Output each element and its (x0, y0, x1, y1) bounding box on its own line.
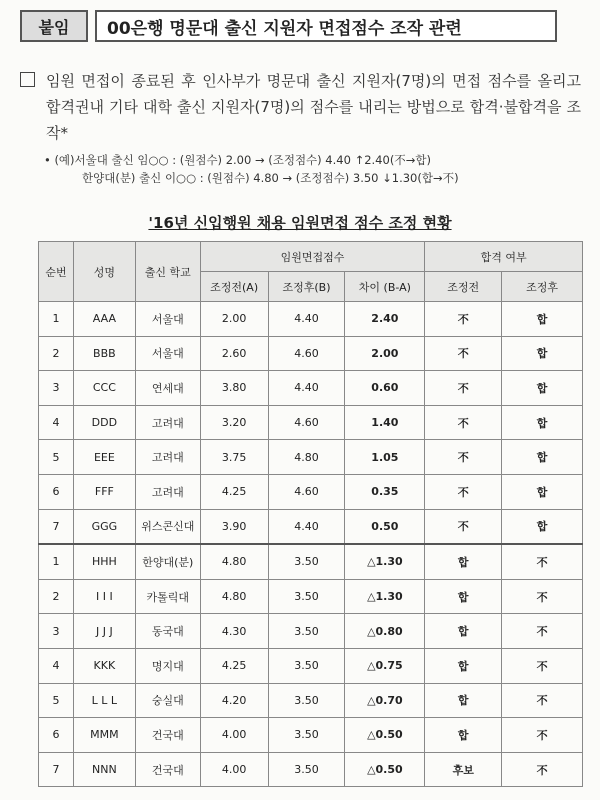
table-cell: 4.00 (200, 752, 268, 787)
table-cell: 2 (39, 579, 74, 614)
table-cell: 동국대 (135, 614, 200, 649)
table-cell: 2.00 (200, 302, 268, 337)
table-row (39, 371, 583, 406)
table-cell: 3.50 (268, 544, 345, 579)
table-cell: 不 (502, 614, 583, 649)
col-before: 조정전(A) (200, 272, 268, 302)
table-cell: 합 (502, 474, 583, 509)
table-cell: CCC (73, 371, 135, 406)
table-cell: 5 (39, 440, 74, 475)
table-row (39, 509, 583, 544)
table-cell: 4.40 (268, 371, 345, 406)
table-cell: EEE (73, 440, 135, 475)
table-cell: HHH (73, 544, 135, 579)
table-cell: 7 (39, 509, 74, 544)
table-cell: 합 (502, 509, 583, 544)
col-name: 성명 (73, 242, 135, 302)
table-cell: 연세대 (135, 371, 200, 406)
table-cell: 4.60 (268, 405, 345, 440)
table-cell: 3.50 (268, 683, 345, 718)
table-cell: 不 (425, 336, 502, 371)
table-cell: 不 (425, 302, 502, 337)
table-cell: 4.80 (268, 440, 345, 475)
col-after: 조정후(B) (268, 272, 345, 302)
table-cell: 합 (425, 648, 502, 683)
table-cell: 4.80 (200, 579, 268, 614)
table-cell: GGG (73, 509, 135, 544)
table-cell: 2.60 (200, 336, 268, 371)
table-cell: 3.80 (200, 371, 268, 406)
table-cell: L L L (73, 683, 135, 718)
col-pass-before: 조정전 (425, 272, 502, 302)
table-cell: 不 (502, 544, 583, 579)
table-cell: 4.80 (200, 544, 268, 579)
table-cell: 不 (502, 718, 583, 753)
table-cell: 고려대 (135, 440, 200, 475)
table-cell: 4.25 (200, 474, 268, 509)
table-cell: 不 (502, 683, 583, 718)
table-row (39, 302, 583, 337)
table-cell: 합 (502, 336, 583, 371)
col-pass-after: 조정후 (502, 272, 583, 302)
col-score-group: 임원면접점수 (200, 242, 425, 272)
table-cell: FFF (73, 474, 135, 509)
table-row (39, 474, 583, 509)
table-cell: 숭실대 (135, 683, 200, 718)
table-cell: 3.50 (268, 614, 345, 649)
table-cell: 4.60 (268, 474, 345, 509)
table-cell: 고려대 (135, 474, 200, 509)
table-cell: 명지대 (135, 648, 200, 683)
table-cell: DDD (73, 405, 135, 440)
table-cell: 건국대 (135, 752, 200, 787)
table-cell: △0.75 (345, 648, 425, 683)
table-cell: 4.60 (268, 336, 345, 371)
table-cell: 고려대 (135, 405, 200, 440)
table-cell: 1.40 (345, 405, 425, 440)
table-row (39, 544, 583, 579)
table-cell: 4.40 (268, 509, 345, 544)
table-cell: 합 (502, 440, 583, 475)
table-cell: KKK (73, 648, 135, 683)
col-diff: 차이 (B-A) (345, 272, 425, 302)
table-row (39, 683, 583, 718)
table-cell: 2.40 (345, 302, 425, 337)
table-cell: 不 (425, 405, 502, 440)
table-cell: 4 (39, 648, 74, 683)
table-cell: 0.35 (345, 474, 425, 509)
table-cell: MMM (73, 718, 135, 753)
table-cell: 不 (425, 371, 502, 406)
table-cell: 합 (425, 683, 502, 718)
table-cell: 3.75 (200, 440, 268, 475)
table-cell: 3.50 (268, 648, 345, 683)
table-cell: 4.40 (268, 302, 345, 337)
table-cell: 위스콘신대 (135, 509, 200, 544)
table-cell: 5 (39, 683, 74, 718)
table-cell: 1 (39, 544, 74, 579)
example-note-2: 한양대(분) 출신 이○○ : (원점수) 4.80 → (조정점수) 3.50 ↓1.30(합→不) (82, 171, 459, 185)
table-cell: 2.00 (345, 336, 425, 371)
table-cell: 서울대 (135, 336, 200, 371)
appendix-tag: 붙임 (20, 10, 88, 42)
table-row (39, 440, 583, 475)
table-cell: 4.20 (200, 683, 268, 718)
table-cell: 3.50 (268, 752, 345, 787)
table-row (39, 648, 583, 683)
table-cell: 3.50 (268, 718, 345, 753)
table-cell: AAA (73, 302, 135, 337)
table-cell: NNN (73, 752, 135, 787)
col-pass-group: 합격 여부 (425, 242, 583, 272)
table-cell: △1.30 (345, 544, 425, 579)
table-cell: 0.60 (345, 371, 425, 406)
table-cell: 후보 (425, 752, 502, 787)
table-cell: △0.50 (345, 718, 425, 753)
table-cell: 不 (502, 752, 583, 787)
table-cell: 서울대 (135, 302, 200, 337)
table-cell: 3 (39, 371, 74, 406)
table-cell: BBB (73, 336, 135, 371)
table-cell: 합 (502, 371, 583, 406)
table-row (39, 614, 583, 649)
table-cell: 1.05 (345, 440, 425, 475)
table-cell: 3.50 (268, 579, 345, 614)
table-cell: 0.50 (345, 509, 425, 544)
table-cell: I I I (73, 579, 135, 614)
table-cell: 합 (425, 579, 502, 614)
table-row (39, 336, 583, 371)
col-school: 출신 학교 (135, 242, 200, 302)
summary-paragraph: 임원 면접이 종료된 후 인사부가 명문대 출신 지원자(7명)의 면접 점수를 올리고 합격권내 기타 대학 출신 지원자(7명)의 점수를 내리는 방법으로 합격·불합격을 조작* (20, 68, 580, 94)
table-cell: 4.30 (200, 614, 268, 649)
table-cell: 1 (39, 302, 74, 337)
table-cell: 3.20 (200, 405, 268, 440)
table-cell: 합 (425, 544, 502, 579)
table-row (39, 579, 583, 614)
table-row (39, 752, 583, 787)
table-cell: 不 (425, 474, 502, 509)
table-cell: 4.25 (200, 648, 268, 683)
table-cell: 不 (502, 648, 583, 683)
col-no: 순번 (39, 242, 74, 302)
table-row (39, 405, 583, 440)
table-cell: 不 (425, 509, 502, 544)
table-cell: 6 (39, 474, 74, 509)
table-cell: 3.90 (200, 509, 268, 544)
table-cell: △0.50 (345, 752, 425, 787)
table-cell: 7 (39, 752, 74, 787)
table-cell: 합 (502, 302, 583, 337)
table-cell: 6 (39, 718, 74, 753)
table-cell: J J J (73, 614, 135, 649)
score-table (38, 241, 583, 787)
table-cell: 不 (425, 440, 502, 475)
document-title: 00은행 명문대 출신 지원자 면접점수 조작 관련 (95, 10, 557, 42)
table-cell: 합 (425, 614, 502, 649)
table-cell: 4.00 (200, 718, 268, 753)
table-cell: △0.70 (345, 683, 425, 718)
table-cell: △1.30 (345, 579, 425, 614)
table-cell: 한양대(분) (135, 544, 200, 579)
table-title: '16년 신입행원 채용 임원면접 점수 조정 현황 (148, 214, 452, 232)
example-note-1: • (예)서울대 출신 임○○ : (원점수) 2.00 → (조정점수) 4.40 ↑2.40(不→합) (44, 153, 432, 167)
table-row (39, 718, 583, 753)
table-cell: 2 (39, 336, 74, 371)
table-cell: 합 (425, 718, 502, 753)
table-cell: 카톨릭대 (135, 579, 200, 614)
table-cell: △0.80 (345, 614, 425, 649)
table-cell: 합 (502, 405, 583, 440)
table-cell: 4 (39, 405, 74, 440)
table-cell: 건국대 (135, 718, 200, 753)
table-cell: 不 (502, 579, 583, 614)
checkbox-bullet-icon (20, 72, 35, 87)
table-cell: 3 (39, 614, 74, 649)
